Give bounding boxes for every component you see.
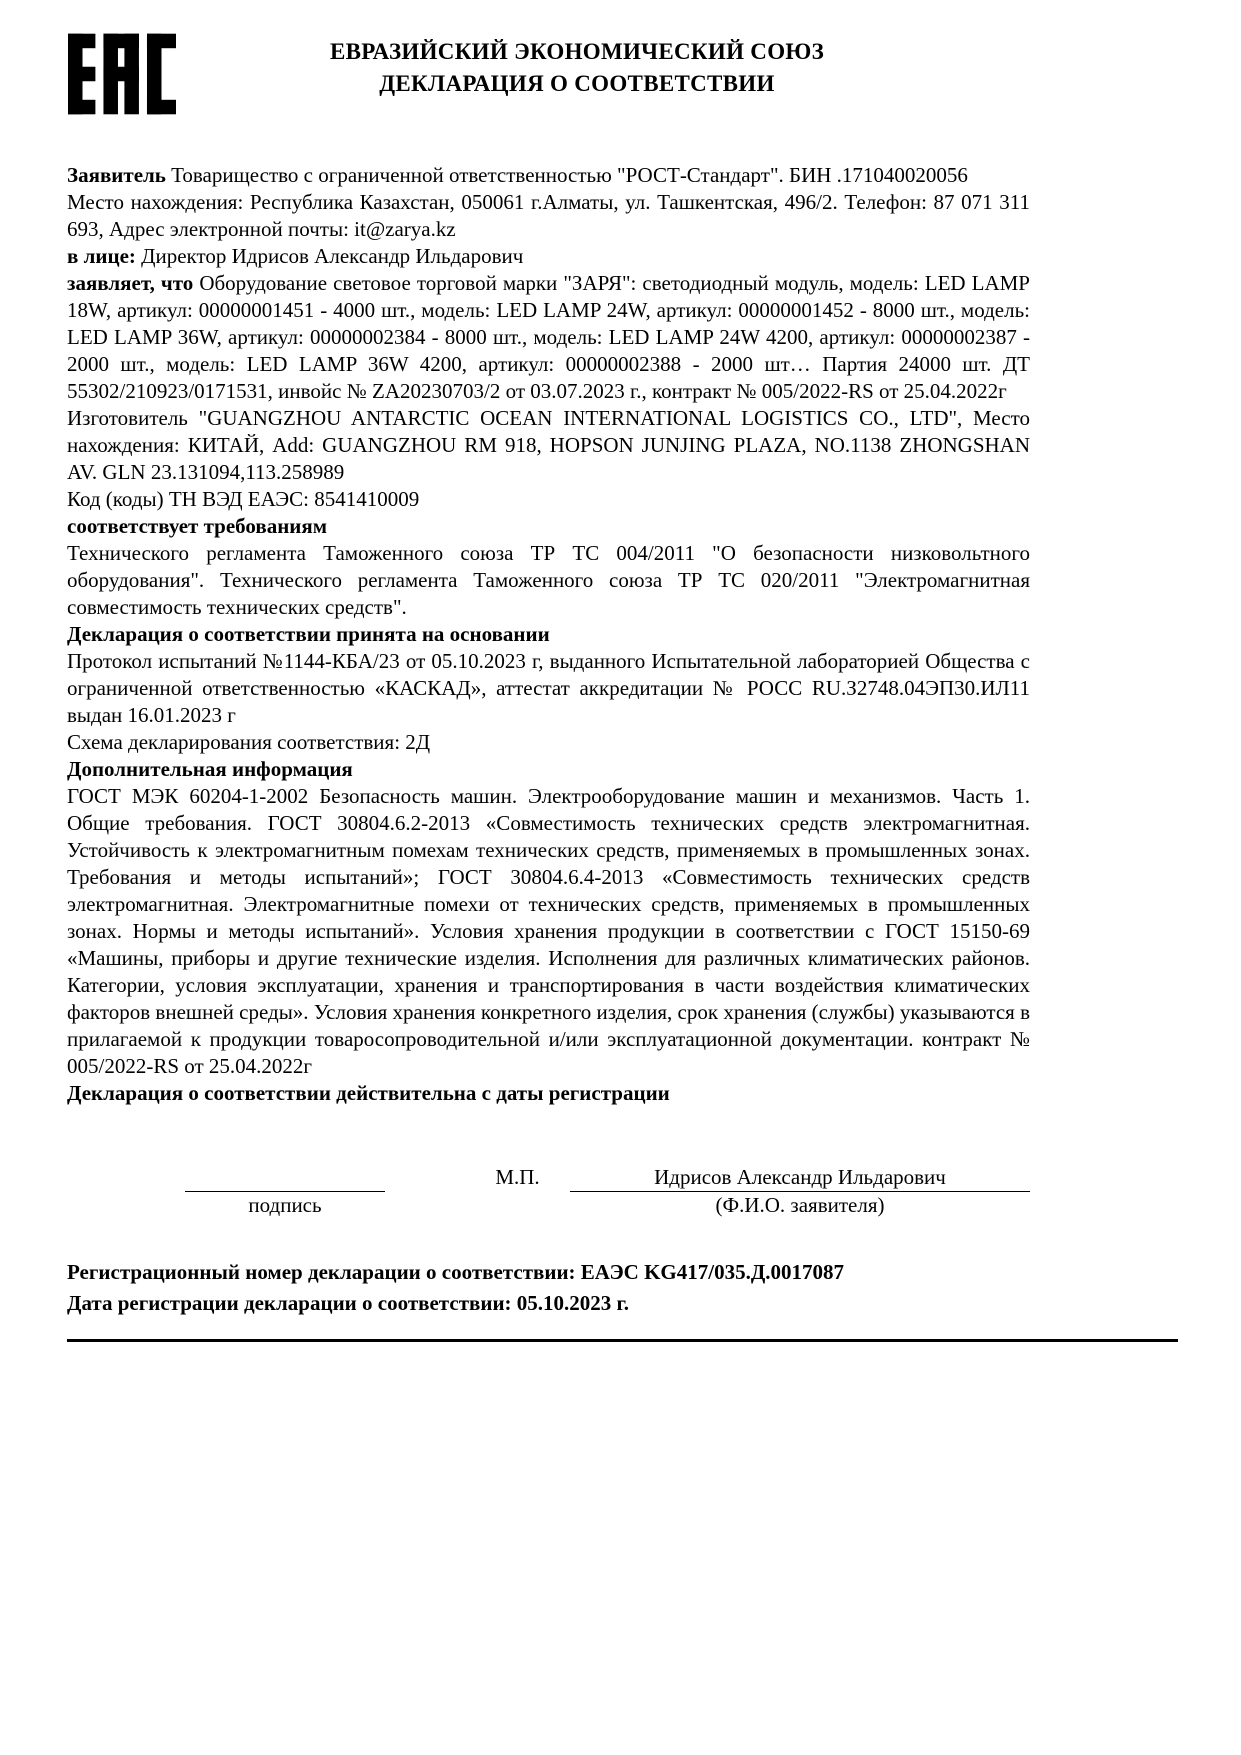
declares-paragraph: [67, 270, 1030, 405]
signature-block: [67, 1163, 1030, 1219]
applicant-text: Товарищество с ограниченной ответственностью "РОСТ-Стандарт". БИН .171040020056: [165, 163, 968, 187]
registration-date-line: Дата регистрации декларации о соответствии: 05.10.2023 г.: [67, 1291, 629, 1315]
complies-heading: соответствует требованиям: [67, 514, 328, 538]
registration-block: [67, 1257, 1030, 1319]
applicant-paragraph: [67, 162, 1030, 189]
applicant-name-line: [570, 1163, 1030, 1192]
bottom-divider: [67, 1339, 1178, 1342]
scheme-line: Схема декларирования соответствия: 2Д: [67, 730, 431, 754]
basis-heading: Декларация о соответствии принята на основании: [67, 622, 550, 646]
union-name: ЕВРАЗИЙСКИЙ ЭКОНОМИЧЕСКИЙ СОЮЗ: [329, 39, 825, 64]
registration-number-line: Регистрационный номер декларации о соответствии: ЕАЭС KG417/035.Д.0017087: [67, 1260, 845, 1284]
declares-text: Оборудование световое торговой марки "ЗАРЯ": светодиодный модуль, модель: LED LAMP 18W, артикул: 00000001451 - 4000 шт., модель: LED LAMP 24W, артикул: 00000001452 - 8000 шт., модель: LED LAMP 36W, артикул: 00000002384 - 8000 шт., модель: LED LAMP 24W 4200, артикул: 00000002387 - 2000 шт., модель: LED LAMP 36W 4200, артикул: 00000002388 - 2000 шт… Партия 24000 шт. ДТ 55302/210923/0171531, инвойс № ZA20230703/2 от 03.07.2023 г., контракт № 005/2022-RS от 25.04.2022г: [67, 271, 1030, 403]
applicant-name-column: [570, 1163, 1030, 1219]
applicant-label: Заявитель: [67, 163, 166, 187]
applicant-name-caption: (Ф.И.О. заявителя): [715, 1193, 885, 1217]
applicant-address: Место нахождения: Республика Казахстан, 050061 г.Алматы, ул. Ташкентская, 496/2. Телефон: 87 071 311 693, Адрес электронной почты: it@zarya.kz: [67, 190, 1030, 241]
document-title: ДЕКЛАРАЦИЯ О СООТВЕТСТВИИ: [379, 71, 775, 96]
manufacturer-paragraph: Изготовитель "GUANGZHOU ANTARCTIC OCEAN INTERNATIONAL LOGISTICS CO., LTD", Место нахождения: КИТАЙ, Add: GUANGZHOU RM 918, HOPSON JUNJING PLAZA, NO.1138 ZHONGSHAN AV. GLN 23.131094,113.258989: [67, 406, 1030, 484]
basis-text: Протокол испытаний №1144-КБА/23 от 05.10.2023 г, выданного Испытательной лабораторией Общества с ограниченной ответственностью «КАСКАД», аттестат аккредитации № РОСС RU.З2748.04ЭП30.ИЛ11 выдан 16.01.2023 г: [67, 649, 1030, 727]
document-header: [0, 36, 1154, 100]
additional-info-text: ГОСТ МЭК 60204-1-2002 Безопасность машин. Электрооборудование машин и механизмов. Часть 1. Общие требования. ГОСТ 30804.6.2-2013 «Совместимость технических средств электромагнитная. Устойчивость к электромагнитным помехам технических средств, применяемых в промышленных зонах. Требования и методы испытаний»; ГОСТ 30804.6.4-2013 «Совместимость технических средств электромагнитная. Электромагнитные помехи от технических средств, применяемых в промышленных зонах. Нормы и методы испытаний». Условия хранения продукции в соответствии с ГОСТ 15150-69 «Машины, приборы и другие технические изделия. Исполнения для различных климатических районов. Категории, условия эксплуатации, хранения и транспортирования в части воздействия климатических факторов внешней среды». Условия хранения конкретного изделия, срок хранения (службы) указываются в прилагаемой к продукции товаросопроводительной и/или эксплуатационной документации. контракт № 005/2022-RS от 25.04.2022г: [67, 784, 1030, 1078]
signature-line: [185, 1163, 385, 1192]
tnved-code: Код (коды) ТН ВЭД ЕАЭС: 8541410009: [67, 487, 420, 511]
applicant-full-name: Идрисов Александр Ильдарович: [654, 1165, 946, 1189]
additional-info-heading: Дополнительная информация: [67, 757, 353, 781]
represented-by-label: в лице:: [67, 244, 136, 268]
declares-label: заявляет, что: [67, 271, 194, 295]
signature-caption: подпись: [248, 1193, 322, 1217]
complies-text: Технического регламента Таможенного союза ТР ТС 004/2011 "О безопасности низковольтного оборудования". Технического регламента Таможенного союза ТР ТС 020/2011 "Электромагнитная совместимость технических средств".: [67, 541, 1030, 619]
document-body: [67, 162, 1030, 1342]
represented-by-text: Директор Идрисов Александр Ильдарович: [135, 244, 524, 268]
validity-line: Декларация о соответствии действительна с даты регистрации: [67, 1081, 670, 1105]
stamp-place-label: М.П.: [495, 1165, 540, 1189]
represented-by-paragraph: [67, 243, 1030, 270]
signature-column: [185, 1163, 385, 1219]
